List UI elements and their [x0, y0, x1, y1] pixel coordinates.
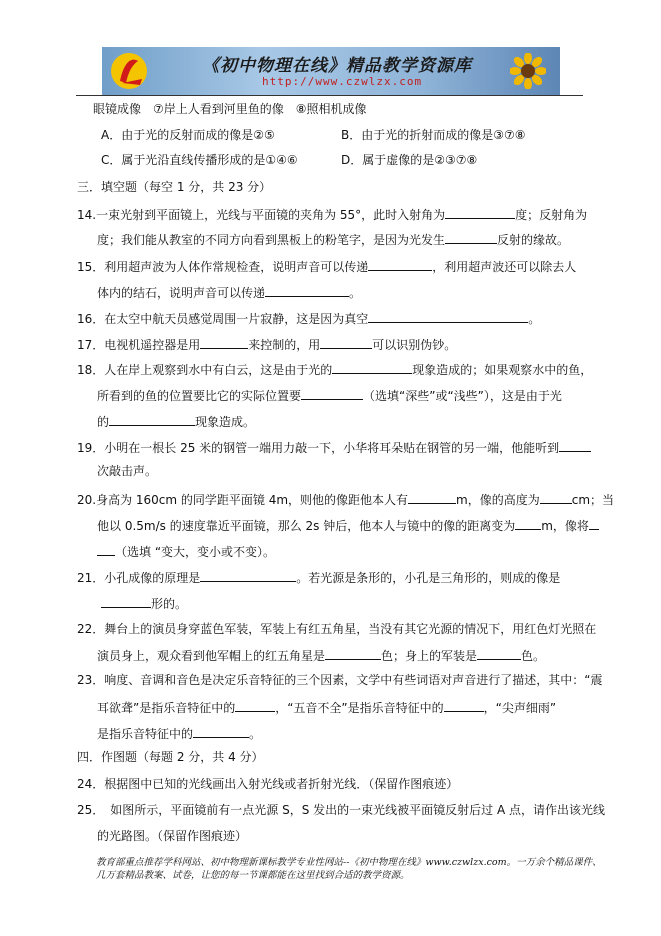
question-21-cont: 形的。 — [101, 595, 187, 611]
header-banner — [102, 47, 560, 95]
section-heading-4: 四．作图题（每题 2 分，共 4 分） — [77, 750, 264, 764]
question-17: 17．电视机遥控器是用 来控制的，用 可以识别伪钞。 — [77, 338, 457, 352]
logo-icon — [108, 51, 150, 91]
question-22: 22．舞台上的演员身穿蓝色军装，军装上有红五角星，当没有其它光源的情况下，用红色灯光照在 — [77, 622, 597, 636]
sunflower-icon — [510, 53, 546, 89]
question-20: 20.身高为 160cm 的同学距平面镜 4m，则他的像距他本人有 m，像的高度为 cm；当 — [77, 493, 615, 507]
question-16: 16．在太空中航天员感觉周围一片寂静，这是因为真空 。 — [77, 312, 541, 326]
option-a: A．由于光的反射而成的像是②⑤ — [101, 128, 275, 142]
banner-url: http://www.czwlzx.com — [262, 75, 423, 88]
option-b: B．由于光的折射而成的像是③⑦⑧ — [341, 128, 526, 142]
question-14: 14.一束光射到平面镜上，光线与平面镜的夹角为 55°，此时入射角为 度；反射角为 — [77, 208, 588, 222]
question-23-cont2: 是指乐音特征中的 。 — [97, 727, 262, 741]
option-d: D．属于虚像的是②③⑦⑧ — [341, 153, 478, 167]
question-18: 18．人在岸上观察到水中有白云，这是由于光的 现象造成的；如果观察水中的鱼， — [77, 363, 593, 377]
question-23-cont: 耳欲聋”是指乐音特征中的 ，“五音不全”是指乐音特征中的 ，“尖声细雨” — [97, 701, 557, 715]
question-15: 15．利用超声波为人体作常规检查，说明声音可以传递 ，利用超声波还可以除去人 — [77, 260, 577, 274]
question-25: 25． 如图所示，平面镜前有一点光源 S，S 发出的一束光线被平面镜反射后过 A 点，请作出该光线 — [77, 803, 605, 817]
section-heading-3: 三．填空题（每空 1 分，共 23 分） — [77, 180, 272, 194]
question-23: 23．响度、音调和音色是决定乐音特征的三个因素，文学中有些词语对声音进行了描述，其中：“震 — [77, 673, 603, 687]
question-20-cont: 他以 0.5m/s 的速度靠近平面镜，那么 2s 钟后，他本人与镜中的像的距离变为 m，像将 — [97, 517, 599, 533]
question-24: 24．根据图中已知的光线画出入射光线或者折射光线．（保留作图痕迹） — [77, 777, 459, 791]
question-25-cont: 的光路图。（保留作图痕迹） — [97, 829, 248, 843]
question-18-cont: 所看到的鱼的位置要比它的实际位置要 （选填“深些”或“浅些”），这是由于光 — [97, 389, 562, 403]
question-18-cont2: 的 现象造成。 — [97, 415, 256, 429]
question-19-cont: 次敲击声。 — [97, 464, 158, 478]
option-c: C．属于光沿直线传播形成的是①④⑥ — [101, 153, 298, 167]
header-divider — [76, 95, 583, 96]
question-19: 19．小明在一根长 25 米的钢管一端用力敲一下，小华将耳朵贴在钢管的另一端，他能听到 — [77, 439, 591, 455]
question-14-cont: 度；我们能从教室的不同方向看到黑板上的粉笔字，是因为光发生 反射的缘故。 — [97, 233, 570, 247]
footer-line-2: 几万套精品教案、试卷，让您的每一节课都能在这里找到合适的教学资源。 — [96, 870, 410, 881]
banner-title: 《初中物理在线》精品教学资源库 — [202, 56, 472, 76]
question-20-cont2: （选填 “变大，变小或不变）。 — [97, 543, 275, 559]
footer-line-1: 教育部重点推荐学科网站、初中物理新课标教学专业性网站--《初中物理在线》www.czwlzx.com。一万余个精品课件、 — [96, 857, 602, 868]
question-15-cont: 体内的结石，说明声音可以传递 。 — [97, 286, 362, 300]
question-21: 21．小孔成像的原理是 。若光源是条形的，小孔是三角形的，则成的像是 — [77, 571, 561, 585]
question-22-cont: 演员身上，观众看到他军帽上的红五角星是 色；身上的军装是 色。 — [97, 649, 546, 663]
text-line: 眼镜成像 ⑦岸上人看到河里鱼的像 ⑧照相机成像 — [93, 102, 367, 116]
